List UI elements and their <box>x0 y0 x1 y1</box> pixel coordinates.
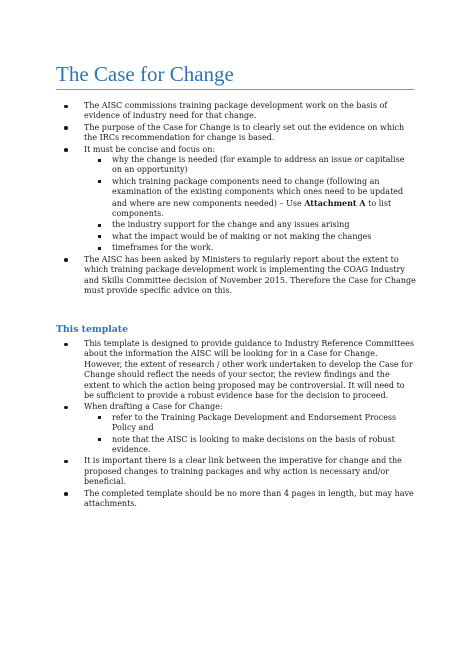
list-item <box>56 145 416 254</box>
list-item: The completed template should be no more than 4 pages in length, but may have attachments. <box>56 489 416 510</box>
sub-list-item <box>84 177 416 220</box>
list-item <box>56 402 416 455</box>
page-title: The Case for Change <box>56 62 234 86</box>
sub-list-item: refer to the Training Package Development and Endorsement Process Policy and <box>84 413 416 434</box>
focus-sub-list <box>84 155 416 254</box>
sub-list-item: the industry support for the change and any issues arising <box>84 220 416 230</box>
sub-list-item-text: which training package components need to change (following an examination of the existing components which ones need to be updated and where are new components needed) – Use <box>112 176 404 208</box>
section-heading: This template <box>56 324 128 335</box>
title-underline <box>56 89 414 90</box>
list-item-text: When drafting a Case for Change: <box>84 402 223 412</box>
list-item: The purpose of the Case for Change is to clearly set out the evidence on which the IRCs recommendation for change is based. <box>56 123 416 144</box>
list-item: The AISC has been asked by Ministers to regularly report about the extent to which training package development work is implementing the COAG Industry and Skills Committee decision of November 2015. Therefore the Case for Change must provide specific advice on this. <box>56 255 416 297</box>
drafting-sub-list <box>84 413 416 456</box>
template-bullet-list <box>56 339 416 511</box>
list-item: It is important there is a clear link between the imperative for change and the proposed changes to training packages and why action is necessary and/or beneficial. <box>56 456 416 487</box>
attachment-reference: Attachment A <box>304 197 366 208</box>
sub-list-item: why the change is needed (for example to address an issue or capitalise on an opportunity) <box>84 155 416 176</box>
list-item: The AISC commissions training package development work on the basis of evidence of industry need for that change. <box>56 101 416 122</box>
sub-list-item-text: to list components. <box>112 198 392 219</box>
sub-list-item: what the impact would be of making or not making the changes <box>84 232 416 242</box>
sub-list-item: note that the AISC is looking to make decisions on the basis of robust evidence. <box>84 435 416 456</box>
sub-list-item: timeframes for the work. <box>84 243 416 253</box>
list-item: This template is designed to provide guidance to Industry Reference Committees about the information the AISC will be looking for in a Case for Change. However, the extent of research / other work undertaken to develop the Case for Change should reflect the needs of your sector, the review findings and the extent to which the action being proposed may be controversial. It will need to be sufficient to provide a robust evidence base for the decision to proceed. <box>56 339 416 401</box>
intro-bullet-list <box>56 101 416 297</box>
list-item-text: It must be concise and focus on: <box>84 144 216 154</box>
